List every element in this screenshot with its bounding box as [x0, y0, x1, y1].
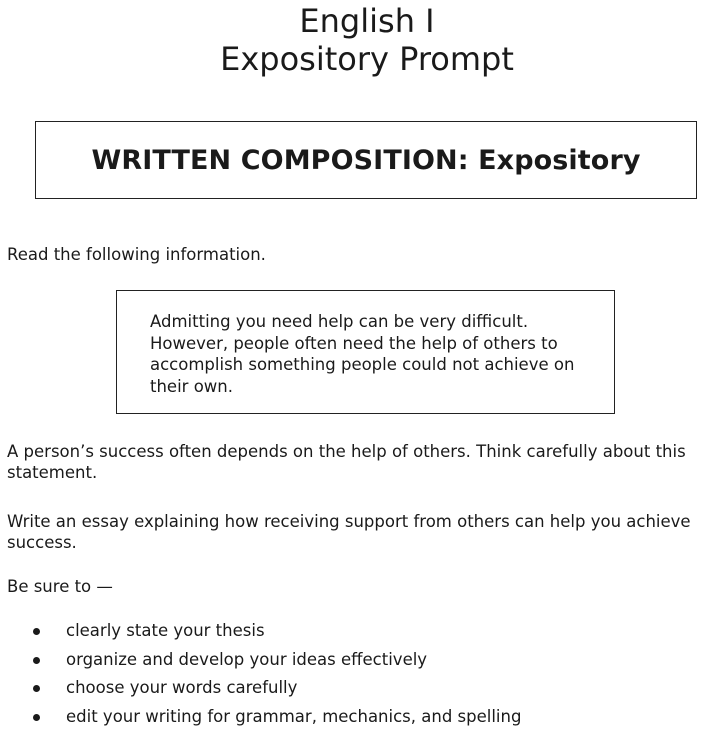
bullet-icon [33, 714, 40, 721]
list-item [0, 649, 521, 678]
bullet-icon [33, 628, 40, 635]
reminder-lead: Be sure to — [7, 577, 113, 596]
bullet-icon [33, 685, 40, 692]
statement-text: A person’s success often depends on the help of others. Think carefully about this statement. [7, 442, 686, 482]
list-item [0, 706, 521, 735]
section-heading: WRITTEN COMPOSITION: Expository [91, 144, 641, 176]
reminder-text: edit your writing for grammar, mechanics, and spelling [66, 706, 522, 726]
list-item [0, 620, 521, 649]
page-title [0, 2, 724, 78]
course-title: English I [299, 2, 435, 40]
quote-box [116, 290, 615, 414]
reminder-list [0, 620, 521, 734]
section-heading-box [35, 121, 697, 199]
quote-text: Admitting you need help can be very difficult. However, people often need the help of others to accomplish something people could not achieve on their own. [150, 312, 575, 396]
reminder-text: choose your words carefully [66, 678, 298, 697]
bullet-icon [33, 657, 40, 664]
task-text: Write an essay explaining how receiving support from others can help you achieve success. [7, 512, 691, 552]
list-item [0, 677, 521, 706]
intro-text: Read the following information. [7, 245, 266, 264]
reminder-text: clearly state your thesis [66, 621, 265, 640]
reminder-text: organize and develop your ideas effectively [66, 649, 428, 669]
prompt-type-title: Expository Prompt [220, 40, 514, 78]
